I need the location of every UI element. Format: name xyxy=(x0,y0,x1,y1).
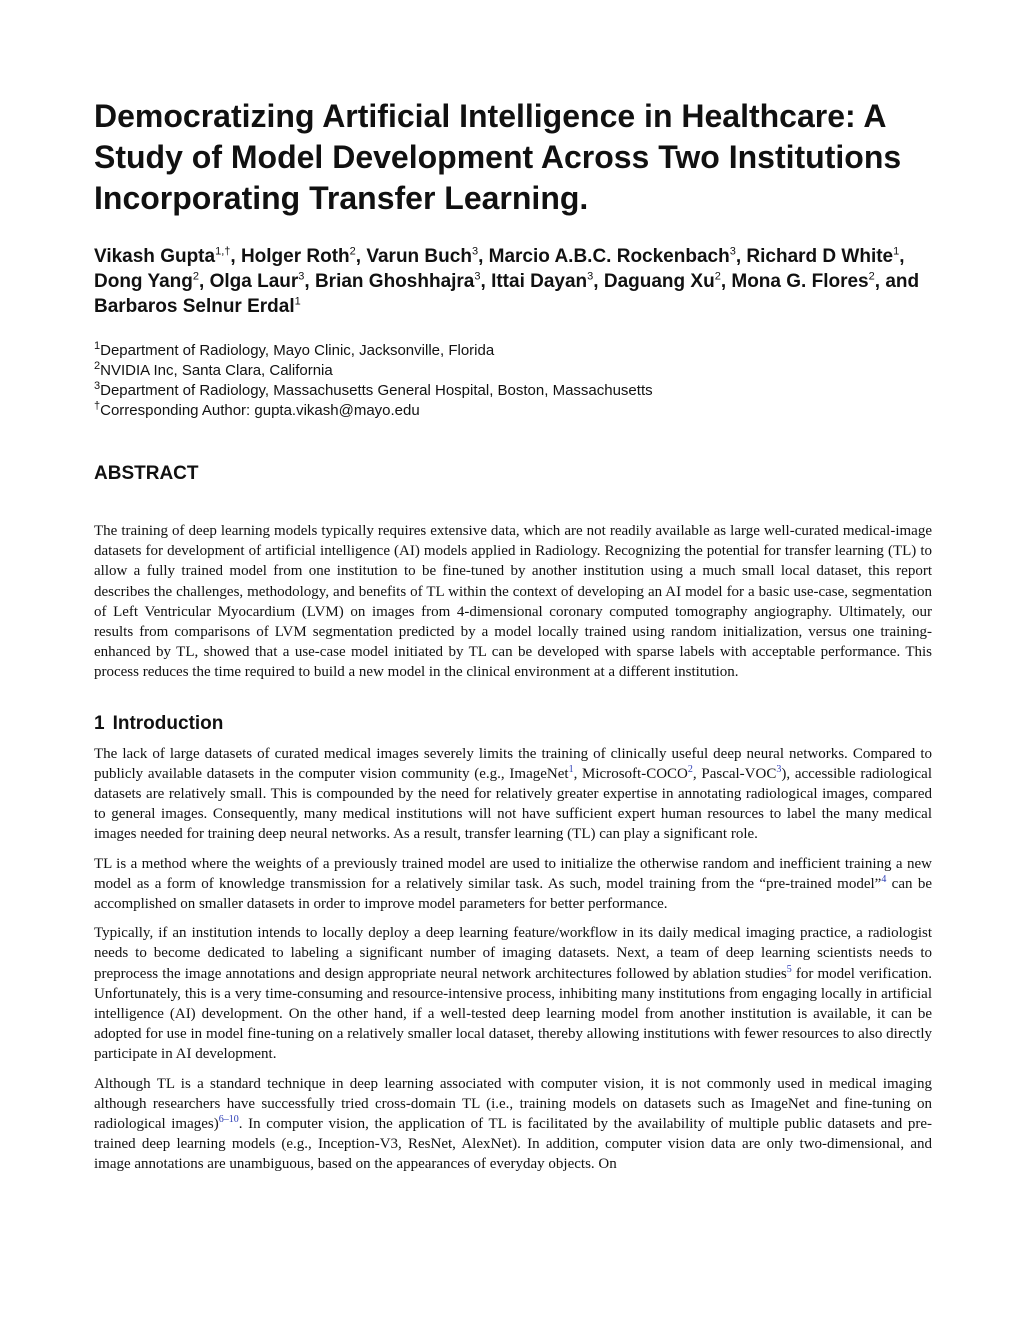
author-affiliation-mark: 2 xyxy=(868,270,875,283)
intro-paragraph-2: TL is a method where the weights of a previously trained model are used to initialize the otherwise random and inefficient training a new model as a form of knowledge transmission for a relatively similar task. As such, model training from the “pre-trained model”$^4$ can be accomplished on smaller datasets in order to improve model parameters for better performance. xyxy=(94,855,932,913)
author-affiliation-mark: 2 xyxy=(714,270,721,283)
author-name: Marcio A.B.C. Rockenbach xyxy=(488,246,730,267)
citation-link[interactable]: 6–10 xyxy=(218,1114,239,1126)
citation-link[interactable]: 2 xyxy=(687,763,693,775)
author-affiliation-mark: 2 xyxy=(349,245,356,258)
author-name: Barbaros Selnur Erdal xyxy=(94,296,295,317)
author-list: Vikash Gupta$^{1,\dagger}$, Holger Roth$^2$, Varun Buch$^3$, Marcio A.B.C. Rockenbach$^3$, Richard D White$^1$, Dong Yang$^2$, Olga Laur$^3$, Brian Ghoshhajra$^3$, Ittai Dayan$^3$, Daguang Xu$^2$, Mona G. Flores$^2$, and Barbaros Selnur Erdal$^1$ xyxy=(94,245,920,317)
author-affiliation-mark: 1,† xyxy=(215,245,231,258)
affiliation-list xyxy=(94,341,932,421)
affiliation-mark: 2 xyxy=(94,360,101,372)
author-name: Olga Laur xyxy=(209,271,299,292)
author-name: Brian Ghoshhajra xyxy=(314,271,475,292)
citation-link[interactable]: 4 xyxy=(881,873,887,885)
author-name: Daguang Xu xyxy=(603,271,715,292)
affiliation-mark: 3 xyxy=(94,380,101,392)
affiliation-line xyxy=(94,401,932,421)
affiliation-mark: 1 xyxy=(94,340,101,352)
affiliation-line xyxy=(94,381,932,401)
affiliation-mark: † xyxy=(94,400,101,412)
intro-paragraph-3: Typically, if an institution intends to locally deploy a deep learning feature/workflow in its daily medical imaging practice, a radiologist needs to become dedicated to labeling a significant number of imaging datasets. Next, a team of deep learning scientists needs to preprocess the image annotations and design appropriate neural network architectures followed by ablation studies$^5$ for model verification. Unfortunately, this is a very time-consuming and resource-intensive process, inhibiting many institutions from engaging locally in artificial intelligence (AI) development. On the other hand, if a well-tested deep learning model from another institution is available, it can be adopted for use in model fine-tuning on a relatively smaller local dataset, thereby allowing institutions with fewer resources to also directly participate in AI development. xyxy=(94,925,932,1063)
section-number: 1 xyxy=(94,712,105,734)
author-name: Mona G. Flores xyxy=(731,271,869,292)
citation-link[interactable]: 3 xyxy=(776,763,782,775)
author-name: Holger Roth xyxy=(240,246,350,267)
section-heading-introduction xyxy=(94,713,932,735)
affiliation-text: Department of Radiology, Massachusetts General Hospital, Boston, Massachusetts xyxy=(100,382,653,399)
author-name: Varun Buch xyxy=(366,246,472,267)
author-affiliation-mark: 1 xyxy=(893,245,900,258)
author-affiliation-mark: 3 xyxy=(471,245,479,258)
citation-link[interactable]: 1 xyxy=(568,763,574,775)
affiliation-line xyxy=(94,341,932,361)
author-name: Ittai Dayan xyxy=(491,271,588,292)
intro-paragraph-4: Although TL is a standard technique in deep learning associated with computer vision, it is not commonly used in medical imaging although researchers have successfully tried cross-domain TL (i.e., training models on datasets such as ImageNet and fine-tuning on radiological images)$^{6-10}$. In computer vision, the application of TL is facilitated by the availability of multiple public datasets and pre-trained deep learning models (e.g., Inception-V3, ResNet, AlexNet). In addition, computer vision data are only two-dimensional, and image annotations are unambiguous, based on the appearances of everyday objects. On xyxy=(94,1075,932,1173)
affiliation-text: Corresponding Author: gupta.vikash@mayo.edu xyxy=(100,402,420,419)
paper-title: Democratizing Artificial Intelligence in Healthcare: A Study of Model Development Across Two Institutions Incorporating Transfer Learning. xyxy=(94,98,902,216)
author-affiliation-mark: 3 xyxy=(729,245,736,258)
author-name: Vikash Gupta xyxy=(94,246,216,267)
author-name: Dong Yang xyxy=(94,271,193,292)
citation-link[interactable]: 5 xyxy=(786,963,792,975)
abstract-heading: ABSTRACT xyxy=(94,463,199,484)
affiliation-line xyxy=(94,361,932,381)
author-affiliation-mark: 1 xyxy=(294,295,301,308)
paper-page xyxy=(94,96,932,1175)
author-affiliation-mark: 3 xyxy=(474,270,481,283)
author-affiliation-mark: 3 xyxy=(298,270,305,283)
affiliation-text: NVIDIA Inc, Santa Clara, California xyxy=(100,362,333,379)
abstract-text: The training of deep learning models typically requires extensive data, which are not readily available as large well-curated medical-image datasets for development of artificial intelligence (AI) models applied in Radiology. Recognizing the potential for transfer learning (TL) to allow a fully trained model from one institution to be fine-tuned by another institution using a much small local dataset, this report describes the challenges, methodology, and benefits of TL within the context of developing an AI model for a basic use-case, segmentation of Left Ventricular Myocardium (LVM) on images from 4-dimensional coronary computed tomography angiography. Ultimately, our results from comparisons of LVM segmentation predicted by a model locally trained using random initialization, versus one training-enhanced by TL, showed that a use-case model initiated by TL can be developed with sparse labels with acceptable performance. This process reduces the time required to build a new model in the clinical environment at a different institution. xyxy=(94,523,932,681)
affiliation-text: Department of Radiology, Mayo Clinic, Jacksonville, Florida xyxy=(100,342,495,359)
section-title: Introduction xyxy=(112,712,224,734)
author-conjunction: and xyxy=(885,271,920,292)
author-name: Richard D White xyxy=(746,246,894,267)
author-affiliation-mark: 3 xyxy=(587,270,594,283)
author-affiliation-mark: 2 xyxy=(192,270,200,283)
intro-paragraph-1: The lack of large datasets of curated medical images severely limits the training of clinically useful deep neural networks. Compared to publicly available datasets in the computer vision community (e.g., ImageNet$^1$, Microsoft-COCO$^2$, Pascal-VOC$^3$), accessible radiological datasets are relatively small. This is compounded by the need for relatively greater expertise in annotating radiological images, compared to general images. Consequently, many medical institutions will not have sufficient expert human resources to label the many medical images needed for training deep neural networks. As a result, transfer learning (TL) can play a significant role. xyxy=(94,745,932,843)
